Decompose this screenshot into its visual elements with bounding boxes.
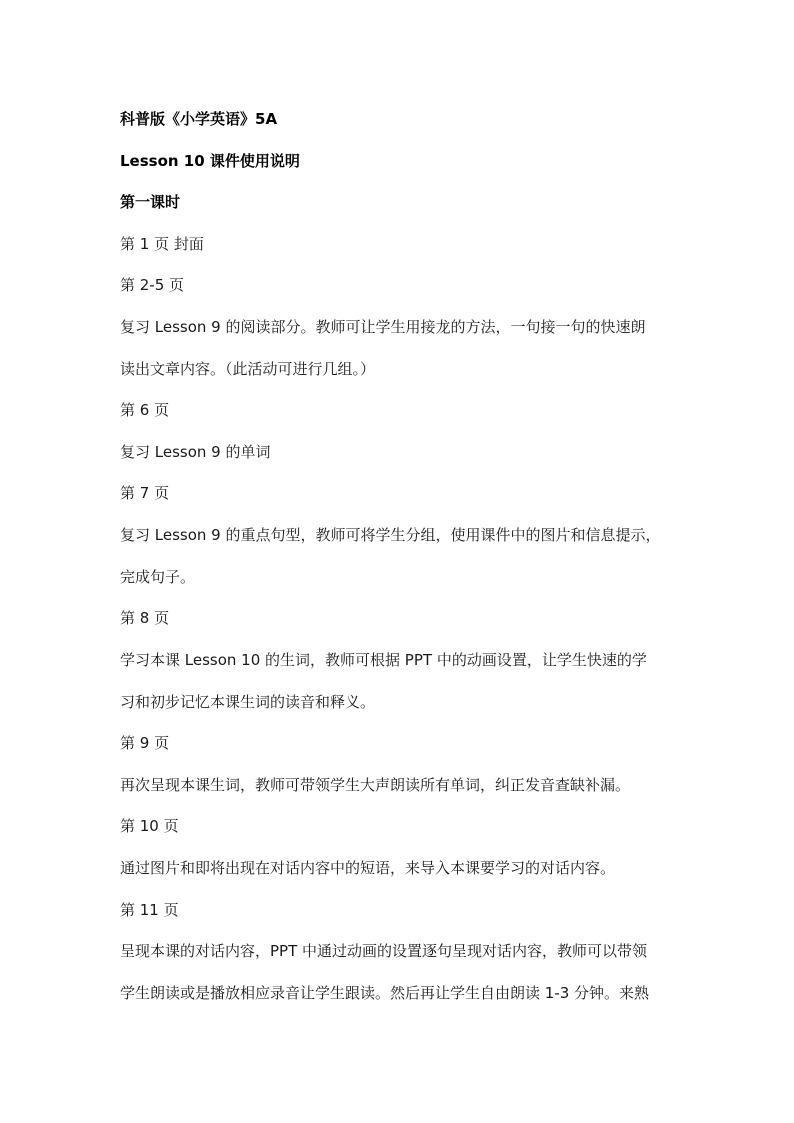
page-label: 第 6 页 — [120, 401, 170, 419]
page-label: 第 7 页 — [120, 484, 170, 502]
page-label: 第 11 页 — [120, 901, 179, 919]
body-text: 学生朗读或是播放相应录音让学生跟读。然后再让学生自由朗读 1-3 分钟。来熟 — [120, 984, 650, 1002]
body-text: 复习 Lesson 9 的重点句型，教师可将学生分组，使用课件中的图片和信息提示， — [120, 526, 661, 544]
document-subtitle: Lesson 10 课件使用说明 — [120, 152, 300, 170]
body-text: 呈现本课的对话内容，PPT 中通过动画的设置逐句呈现对话内容，教师可以带领 — [120, 942, 648, 960]
body-text: 学习本课 Lesson 10 的生词，教师可根据 PPT 中的动画设置，让学生快速的学 — [120, 651, 647, 669]
body-text: 复习 Lesson 9 的阅读部分。教师可让学生用接龙的方法，一句接一句的快速朗 — [120, 318, 646, 336]
page-label: 第 2-5 页 — [120, 276, 185, 294]
page-label: 第 8 页 — [120, 609, 170, 627]
page-label: 第 10 页 — [120, 817, 179, 835]
document-title: 科普版《小学英语》5A — [120, 110, 278, 128]
body-text: 通过图片和即将出现在对话内容中的短语，来导入本课要学习的对话内容。 — [120, 859, 616, 877]
section-heading: 第一课时 — [120, 193, 181, 211]
page-label: 第 9 页 — [120, 734, 170, 752]
body-text: 再次呈现本课生词，教师可带领学生大声朗读所有单词，纠正发音查缺补漏。 — [120, 776, 631, 794]
body-text: 完成句子。 — [120, 568, 196, 586]
body-text: 复习 Lesson 9 的单词 — [120, 443, 271, 461]
page-label: 第 1 页 封面 — [120, 235, 204, 253]
body-text: 读出文章内容。（此活动可进行几组。） — [120, 360, 376, 378]
body-text: 习和初步记忆本课生词的读音和释义。 — [120, 693, 376, 711]
